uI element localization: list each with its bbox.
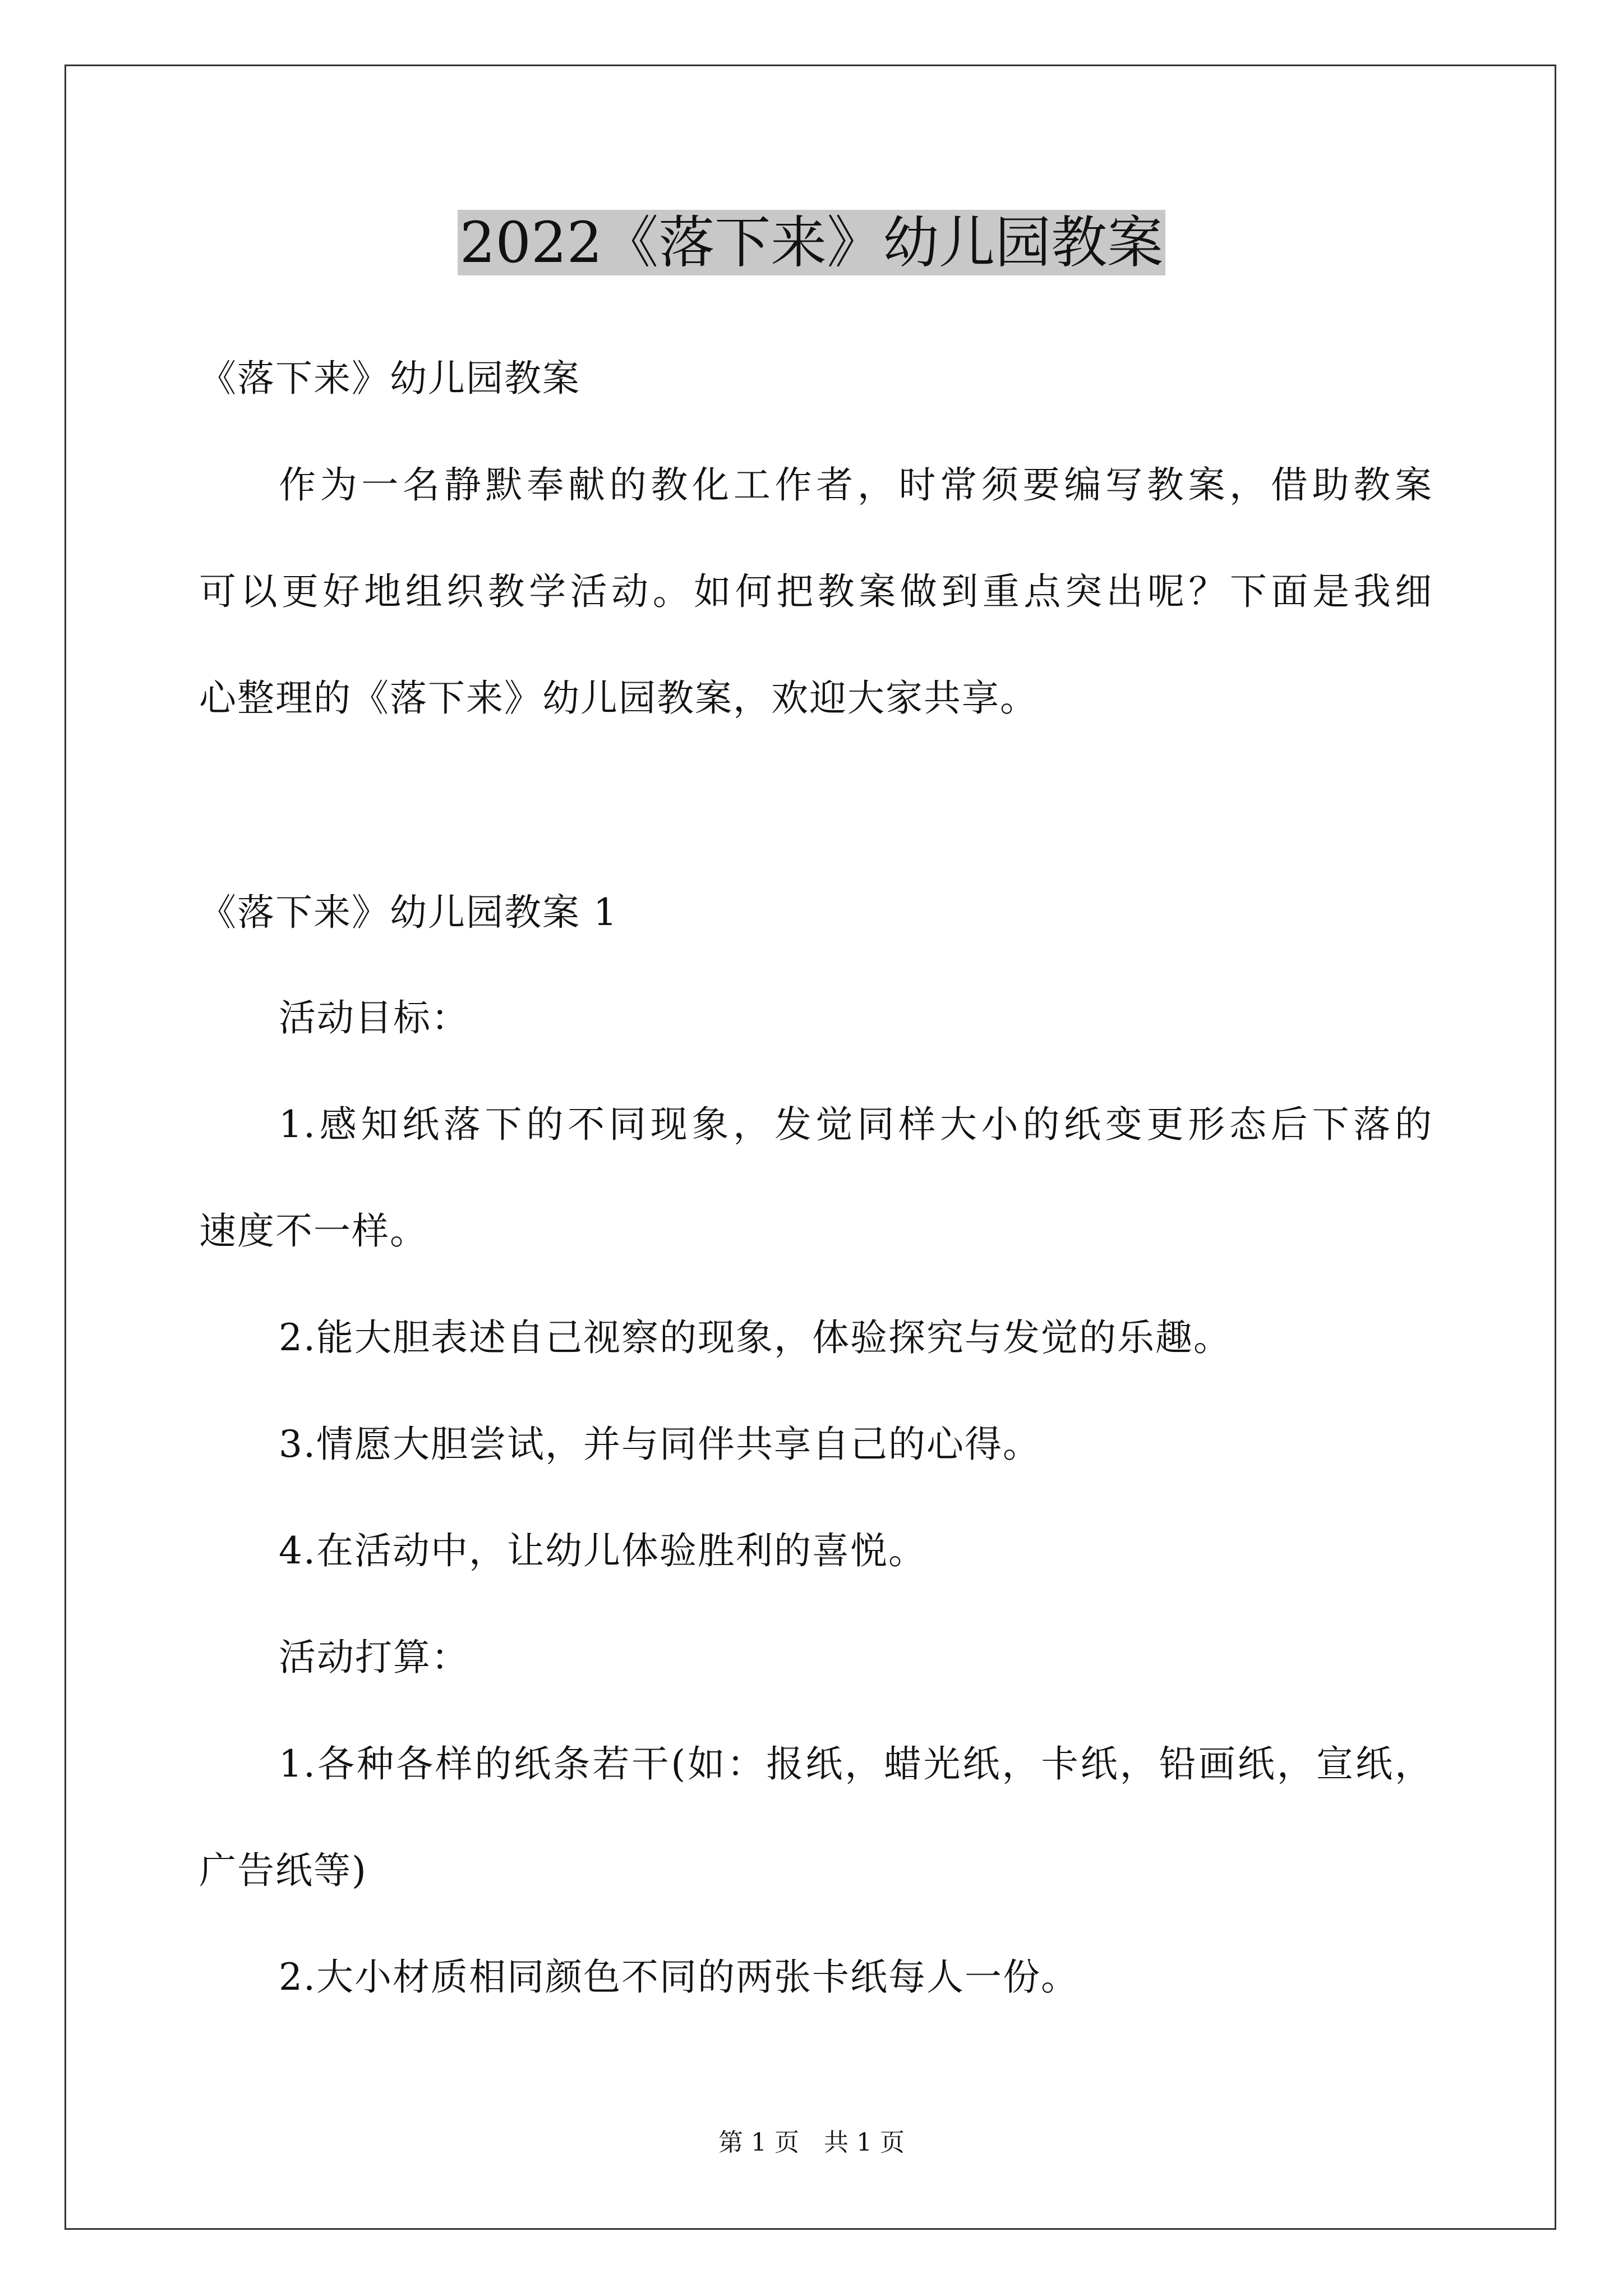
goal-item-2: 2.能大胆表述自己视察的现象，体验探究与发觉的乐趣。 xyxy=(279,1316,1232,1359)
goal-item-1: 1.感知纸落下的不同现象，发觉同样大小的纸变更形态后下落的 xyxy=(279,1103,1433,1146)
intro-line-2: 可以更好地组织教学活动。如何把教案做到重点突出呢？下面是我细 xyxy=(199,570,1433,613)
prep-heading: 活动打算： xyxy=(279,1636,469,1679)
goals-heading: 活动目标： xyxy=(279,996,469,1039)
goal-item-3: 3.情愿大胆尝试，并与同伴共享自己的心得。 xyxy=(279,1423,1041,1466)
intro-line-1: 作为一名静默奉献的教化工作者，时常须要编写教案，借助教案 xyxy=(279,463,1433,507)
goal-item-4: 4.在活动中，让幼儿体验胜利的喜悦。 xyxy=(279,1529,926,1572)
subtitle: 《落下来》幼儿园教案 xyxy=(199,357,580,400)
prep-item-1: 1.各种各样的纸条若干(如：报纸，蜡光纸，卡纸，铅画纸，宣纸， xyxy=(279,1742,1433,1786)
document-title: 2022《落下来》幼儿园教案 xyxy=(0,206,1623,279)
section-heading: 《落下来》幼儿园教案 1 xyxy=(199,891,618,934)
goal-item-1-cont: 速度不一样。 xyxy=(199,1209,428,1253)
prep-item-1-cont: 广告纸等) xyxy=(199,1849,367,1892)
page-footer: 第 1 页 共 1 页 xyxy=(718,2128,905,2157)
prep-item-2: 2.大小材质相同颜色不同的两张卡纸每人一份。 xyxy=(279,1955,1079,1999)
intro-line-3: 心整理的《落下来》幼儿园教案，欢迎大家共享。 xyxy=(199,677,1038,720)
